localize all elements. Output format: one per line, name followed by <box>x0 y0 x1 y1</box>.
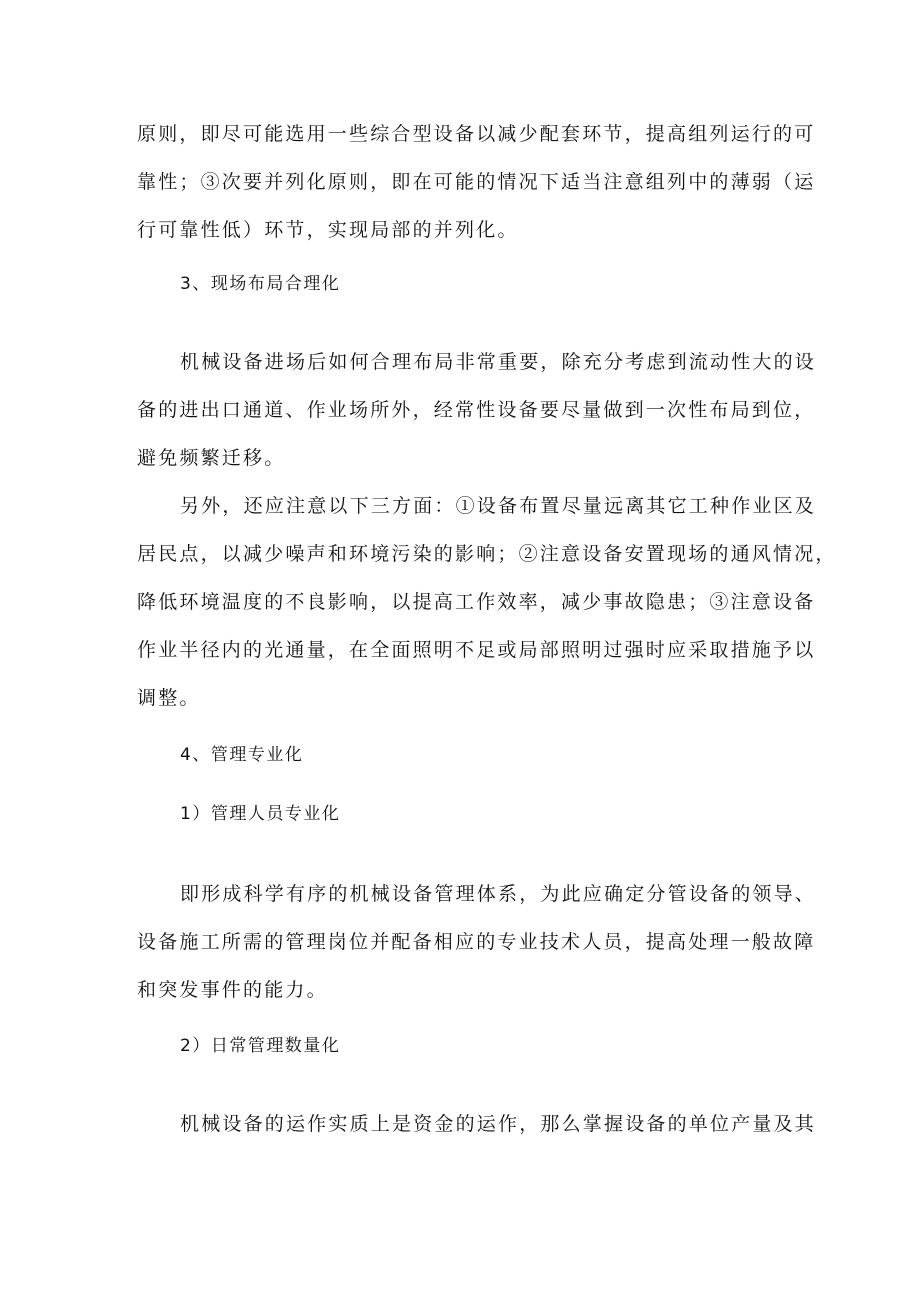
paragraph-line: 另外，还应注意以下三方面：①设备布置尽量远离其它工种作业区及 <box>180 495 817 517</box>
paragraph-line: 作业半径内的光通量，在全面照明不足或局部照明过强时应采取措施予以 <box>137 639 816 661</box>
paragraph-line: 和突发事件的能力。 <box>137 979 328 1001</box>
subsection-heading-1: 1）管理人员专业化 <box>180 804 341 824</box>
section-heading-3: 3、现场布局合理化 <box>180 274 341 294</box>
paragraph-line: 机械设备进场后如何合理布局非常重要，除充分考虑到流动性大的设 <box>180 351 817 373</box>
paragraph-line: 设备施工所需的管理岗位并配备相应的专业技术人员，提高处理一般故障 <box>137 931 816 953</box>
section-heading-4: 4、管理专业化 <box>180 745 304 765</box>
paragraph-line: 原则，即尽可能选用一些综合型设备以减少配套环节，提高组列运行的可 <box>137 123 816 145</box>
subsection-heading-2: 2）日常管理数量化 <box>180 1036 341 1056</box>
paragraph-line: 即形成科学有序的机械设备管理体系，为此应确定分管设备的领导、 <box>180 883 817 905</box>
paragraph-line: 机械设备的运作实质上是资金的运作，那么掌握设备的单位产量及其 <box>180 1113 817 1135</box>
paragraph-line: 靠性；③次要并列化原则，即在可能的情况下适当注意组列中的薄弱（运 <box>137 171 816 193</box>
paragraph-line: 居民点，以减少噪声和环境污染的影响；②注意设备安置现场的通风情况， <box>137 543 837 565</box>
paragraph-line: 行可靠性低）环节，实现局部的并列化。 <box>137 219 519 241</box>
paragraph-line: 避免频繁迁移。 <box>137 447 286 469</box>
paragraph-line: 备的进出口通道、作业场所外，经常性设备要尽量做到一次性布局到位， <box>137 399 816 421</box>
paragraph-line: 调整。 <box>137 687 201 709</box>
paragraph-line: 降低环境温度的不良影响，以提高工作效率，减少事故隐患；③注意设备 <box>137 591 816 613</box>
